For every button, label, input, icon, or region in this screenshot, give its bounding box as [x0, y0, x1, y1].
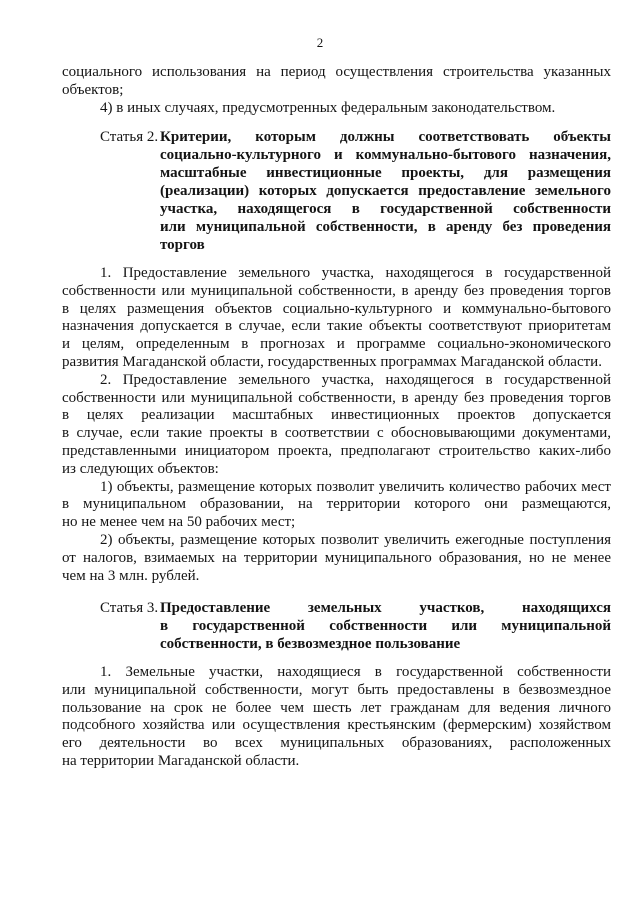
paragraph-line: объектов; — [62, 81, 124, 98]
paragraph-line: собственности или муниципальной собственности, в аренду без проведения торгов — [62, 282, 611, 299]
article-3-paragraph-1 — [62, 664, 611, 771]
article-2-paragraph-2 — [62, 372, 611, 479]
paragraph-line: от налогов, взимаемых на территории муниципального образования, но не менее — [62, 549, 611, 566]
title-line: социально-культурного и коммунально-бытового назначения, — [160, 146, 611, 163]
paragraph-line: в случае, если такие проекты в соответствии с обосновывающими документами, — [62, 425, 611, 442]
article-3-heading — [62, 599, 611, 653]
paragraph-line: развития Магаданской области, государственных программах Магаданской области. — [62, 353, 602, 370]
title-line: масштабные инвестиционные проекты, для размещения — [160, 164, 611, 181]
continuation-paragraph — [62, 64, 611, 100]
article-3-body — [62, 664, 611, 771]
paragraph-line: 2) объекты, размещение которых позволит увеличить ежегодные поступления — [100, 531, 611, 548]
title-line: собственности, в безвозмездное пользование — [160, 635, 461, 652]
title-line: в государственной собственности или муниципальной — [160, 617, 611, 634]
title-line: участка, находящегося в государственной собственности — [160, 200, 611, 217]
paragraph-line: в муниципальном образовании, на территории которого они размещаются, — [62, 496, 611, 513]
paragraph-line: в целях реализации масштабных инвестиционных проектов допускается — [62, 407, 611, 424]
title-line: торгов — [160, 236, 205, 253]
list-item-4: 4) в иных случаях, предусмотренных федеральным законодательством. — [100, 99, 556, 116]
paragraph-line: и целям, определенным в прогнозах и программе социально-экономического — [62, 336, 611, 353]
article-2-heading — [62, 128, 611, 254]
title-line: Критерии, которым должны соответствовать объекты — [160, 128, 611, 145]
article-2-label: Статья 2. — [100, 128, 159, 145]
paragraph-line: но не менее чем на 50 рабочих мест; — [62, 514, 296, 531]
paragraph-line: чем на 3 млн. рублей. — [62, 567, 200, 584]
article-2-subitem-1 — [62, 479, 611, 532]
article-3-title — [160, 599, 611, 653]
title-line: (реализации) которых допускается предоставление земельного — [160, 182, 611, 199]
article-2-title — [160, 128, 611, 254]
page-number: 2 — [316, 35, 324, 50]
title-line: Предоставление земельных участков, находящихся — [160, 599, 611, 616]
paragraph-line: социального использования на период осуществления строительства указанных — [62, 64, 611, 80]
title-line: или муниципальной собственности, в аренду без проведения — [160, 218, 611, 235]
page-content — [62, 64, 611, 771]
paragraph-line: назначения допускается в случае, если такие объекты соответствуют приоритетам — [62, 318, 611, 335]
article-3-label: Статья 3. — [100, 599, 159, 616]
paragraph-line: или муниципальной собственности, могут быть предоставлены в безвозмездное — [62, 681, 611, 698]
paragraph-line: в целях размещения объектов социально-культурного и коммунально-бытового — [62, 300, 611, 317]
paragraph-line: на территории Магаданской области. — [62, 752, 300, 769]
paragraph-line: 2. Предоставление земельного участка, находящегося в государственной — [100, 371, 611, 388]
article-2-subitem-2 — [62, 532, 611, 585]
article-2-body — [62, 265, 611, 585]
paragraph-line: 1) объекты, размещение которых позволит увеличить количество рабочих мест — [100, 478, 611, 495]
paragraph-line: его деятельности во всех муниципальных образованиях, расположенных — [62, 735, 611, 752]
paragraph-line: собственности или муниципальной собственности, в аренду без проведения торгов — [62, 389, 611, 406]
paragraph-line: подсобного хозяйства или осуществления крестьянским (фермерским) хозяйством — [62, 717, 611, 734]
paragraph-line: 1. Предоставление земельного участка, находящегося в государственной — [100, 264, 611, 281]
article-2-paragraph-1 — [62, 265, 611, 372]
paragraph-line: 1. Земельные участки, находящиеся в государственной собственности — [100, 663, 611, 680]
paragraph-line: пользование на срок не более чем шесть лет гражданам для ведения личного — [62, 699, 611, 716]
paragraph-line: представленными инициатором проекта, предполагают строительство каких-либо — [62, 442, 611, 459]
paragraph-line: из следующих объектов: — [62, 460, 219, 477]
